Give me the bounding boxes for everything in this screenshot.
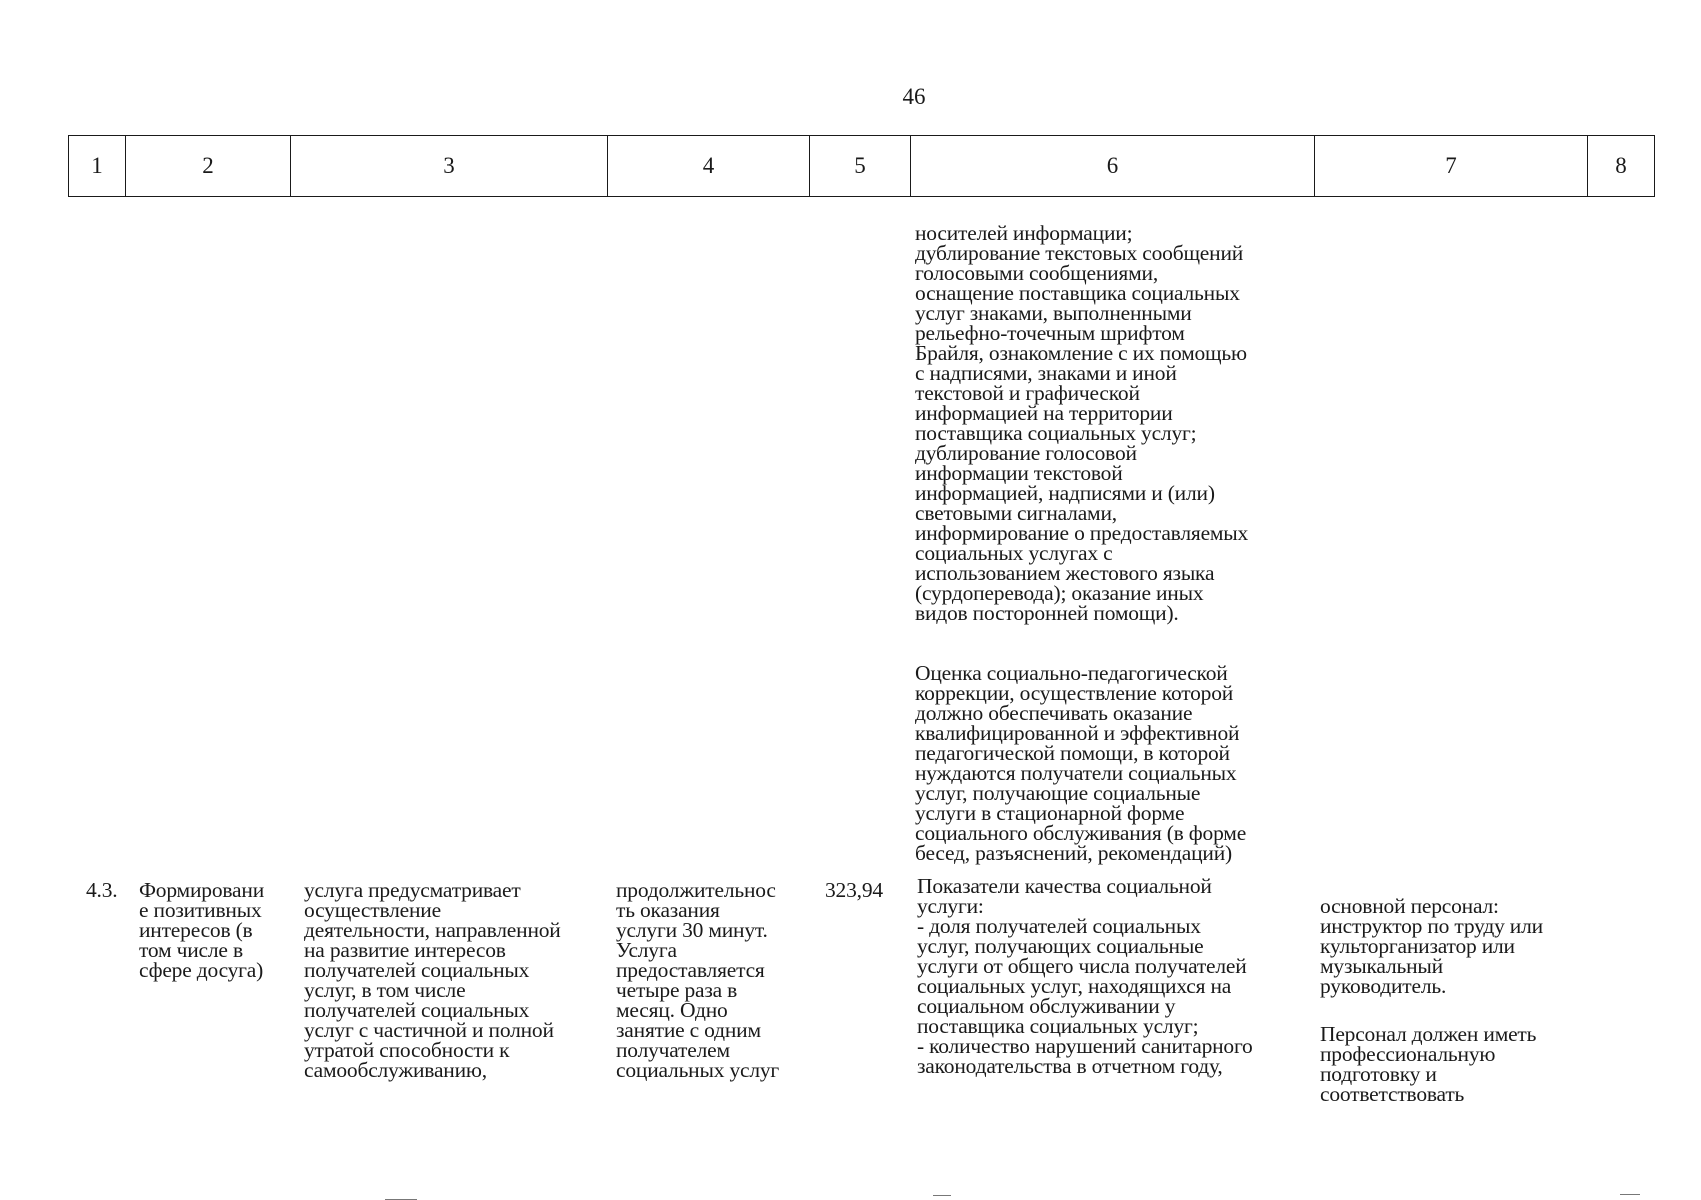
continuation-paragraph-2: Оценка социально-педагогической коррекции, осуществление которой должно обеспечивать оказание квалифицированной и эффективной педагогической помощи, в которой нуждаются получатели социальных услуг, получающие социальные услуги в стационарной форме социального обслуживания (в форме бесед, разъяснений, рекомендаций) [915,661,1247,865]
service-duration: продолжительнос ть оказания услуги 30 минут. Услуга предоставляется четыре раза в месяц. Одно занятие с одним получателем социальных услуг [616,878,780,1082]
scan-artifact-line [933,1195,951,1196]
quality-indicators: Показатели качества социальной услуги: - доля получателей социальных услуг, получающих социальные услуги от общего числа получателей социальных услуг, находящихся на социальном обслуживании у поставщика социальных услуг; - количество нарушений санитарного законодательства в отчетном году, [917,874,1253,1078]
continuation-col6-text [915,203,1315,883]
continuation-paragraph-1: носителей информации; дублирование текстовых сообщений голосовыми сообщениями, оснащение поставщика социальных услуг знаками, выполненными рельефно-точечным шрифтом Брайля, ознакомление с их помощью с надписями, знаками и иной текстовой и графической информацией на территории поставщика социальных услуг; дублирование голосовой информации текстовой информацией, надписями и (или) световыми сигналами, информирование о предоставляемых социальных услугах с использованием жестового языка (сурдоперевода); оказание иных видов посторонней помощи). [915,221,1249,625]
column-number-2: 2 [126,136,291,197]
service-name: Формировани е позитивных интересов (в том числе в сфере досуга) [139,878,264,982]
scan-artifact-line [1620,1194,1640,1195]
column-number-8: 8 [1588,136,1655,197]
column-number-1: 1 [69,136,126,197]
column-number-5: 5 [810,136,911,197]
column-number-header [68,135,1655,197]
staff-requirements [1320,876,1610,1124]
column-number-6: 6 [911,136,1315,197]
column-number-3: 3 [291,136,608,197]
row-number: 4.3. [86,878,118,902]
staff-paragraph-2: Персонал должен иметь профессиональную подготовку и соответствовать [1320,1022,1537,1106]
service-price: 323,94 [825,878,883,902]
column-number-7: 7 [1315,136,1588,197]
column-number-4: 4 [608,136,810,197]
staff-paragraph-1: основной персонал: инструктор по труду или культорганизатор или музыкальный руководитель. [1320,894,1543,998]
service-description: услуга предусматривает осуществление деятельности, направленной на развитие интересов получателей социальных услуг, в том числе получателей социальных услуг с частичной и полной утратой способности к самообслуживанию, [304,878,561,1082]
page-number: 46 [902,84,926,109]
